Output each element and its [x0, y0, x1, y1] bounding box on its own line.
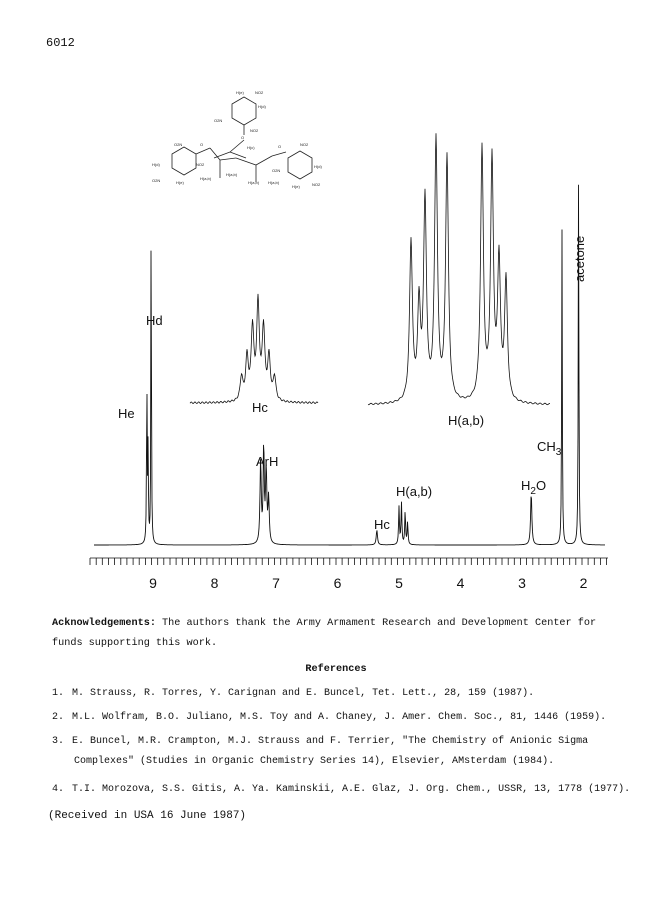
peak-labels — [118, 236, 587, 532]
peak-label-arh: ArH — [256, 454, 279, 469]
inset-label-hab: H(a,b) — [448, 413, 485, 428]
struct-label: NO2 — [255, 90, 264, 95]
struct-label: H(a,b) — [248, 180, 260, 185]
struct-label: O2N — [214, 118, 223, 123]
struct-label: H(d) — [314, 164, 322, 169]
page-number: 6012 — [46, 36, 75, 50]
struct-label: NO2 — [250, 128, 259, 133]
struct-label: H(d) — [258, 104, 266, 109]
struct-label: O2N — [272, 168, 281, 173]
x-tick-label: 3 — [518, 575, 526, 591]
struct-label: O — [278, 144, 282, 149]
reference-4: 4. T.I. Morozova, S.S. Gitis, A. Ya. Kaminskii, A.E. Glaz, J. Org. Chem., USSR, 13, 1778 (1977). — [52, 784, 631, 795]
ack-label: Acknowledgements: — [52, 618, 156, 629]
struct-label: NO2 — [196, 162, 205, 167]
struct-label: NO2 — [312, 182, 321, 187]
struct-label: H(a,b) — [200, 176, 212, 181]
x-tick-label: 5 — [395, 575, 403, 591]
struct-label: H(d) — [152, 162, 160, 167]
reference-1: 1. M. Strauss, R. Torres, Y. Carignan and E. Buncel, Tet. Lett., 28, 159 (1987). — [52, 688, 535, 699]
reference-3: 3. E. Buncel, M.R. Crampton, M.J. Strauss and F. Terrier, "The Chemistry of Anionic Sigma Complexes" (Studies in Organic Chemistry Series 14), Elsevier, AMsterdam (1984). — [52, 736, 589, 767]
inset-label-hc: Hc — [252, 400, 268, 415]
peak-label-hab: H(a,b) — [396, 484, 433, 499]
peak-label-hd: Hd — [146, 313, 163, 328]
struct-label: H(a,b) — [268, 180, 280, 185]
left-ring — [172, 147, 196, 175]
peak-label-ch3: $CH_3$ — [537, 439, 562, 458]
structure-labels — [152, 90, 322, 189]
peak-label-h2o: $H_2O$ — [521, 478, 547, 497]
x-tick-label: 4 — [456, 575, 465, 591]
received-date: (Received in USA 16 June 1987) — [48, 810, 247, 822]
x-tick-label: 7 — [272, 575, 280, 591]
acknowledgements — [52, 614, 632, 654]
hab-inset-trace — [368, 133, 550, 404]
peak-label-acetone: acetone — [572, 235, 587, 282]
x-axis — [90, 558, 608, 565]
right-ring — [288, 151, 312, 179]
struct-label: H(c) — [247, 145, 255, 150]
peak-label-he: He — [118, 406, 135, 421]
peak-label-hc: Hc — [374, 517, 390, 532]
struct-label: O — [241, 135, 245, 140]
struct-label: NO2 — [300, 142, 309, 147]
struct-label: O2N — [174, 142, 183, 147]
top-ring — [232, 97, 256, 125]
x-tick-labels — [149, 575, 588, 591]
struct-label: H(e) — [236, 90, 244, 95]
struct-label: H(e) — [176, 180, 184, 185]
struct-label: H(a,b) — [226, 172, 238, 177]
struct-label: O — [200, 142, 204, 147]
struct-label: O2N — [152, 178, 161, 183]
x-tick-label: 2 — [579, 575, 588, 591]
ack-text: The authors thank the Army Armament Research and Development Center for — [155, 618, 597, 629]
struct-label: H(e) — [292, 184, 300, 189]
references-heading: References — [305, 664, 367, 675]
reference-2: 2. M.L. Wolfram, B.O. Juliano, M.S. Toy and A. Chaney, J. Amer. Chem. Soc., 81, 1446 (1959). — [52, 712, 607, 723]
x-tick-label: 6 — [333, 575, 342, 591]
ack-text2: funds supporting this work. — [52, 638, 218, 649]
x-tick-label: 9 — [149, 575, 157, 591]
x-tick-label: 8 — [210, 575, 219, 591]
hc-inset-trace — [190, 294, 318, 404]
